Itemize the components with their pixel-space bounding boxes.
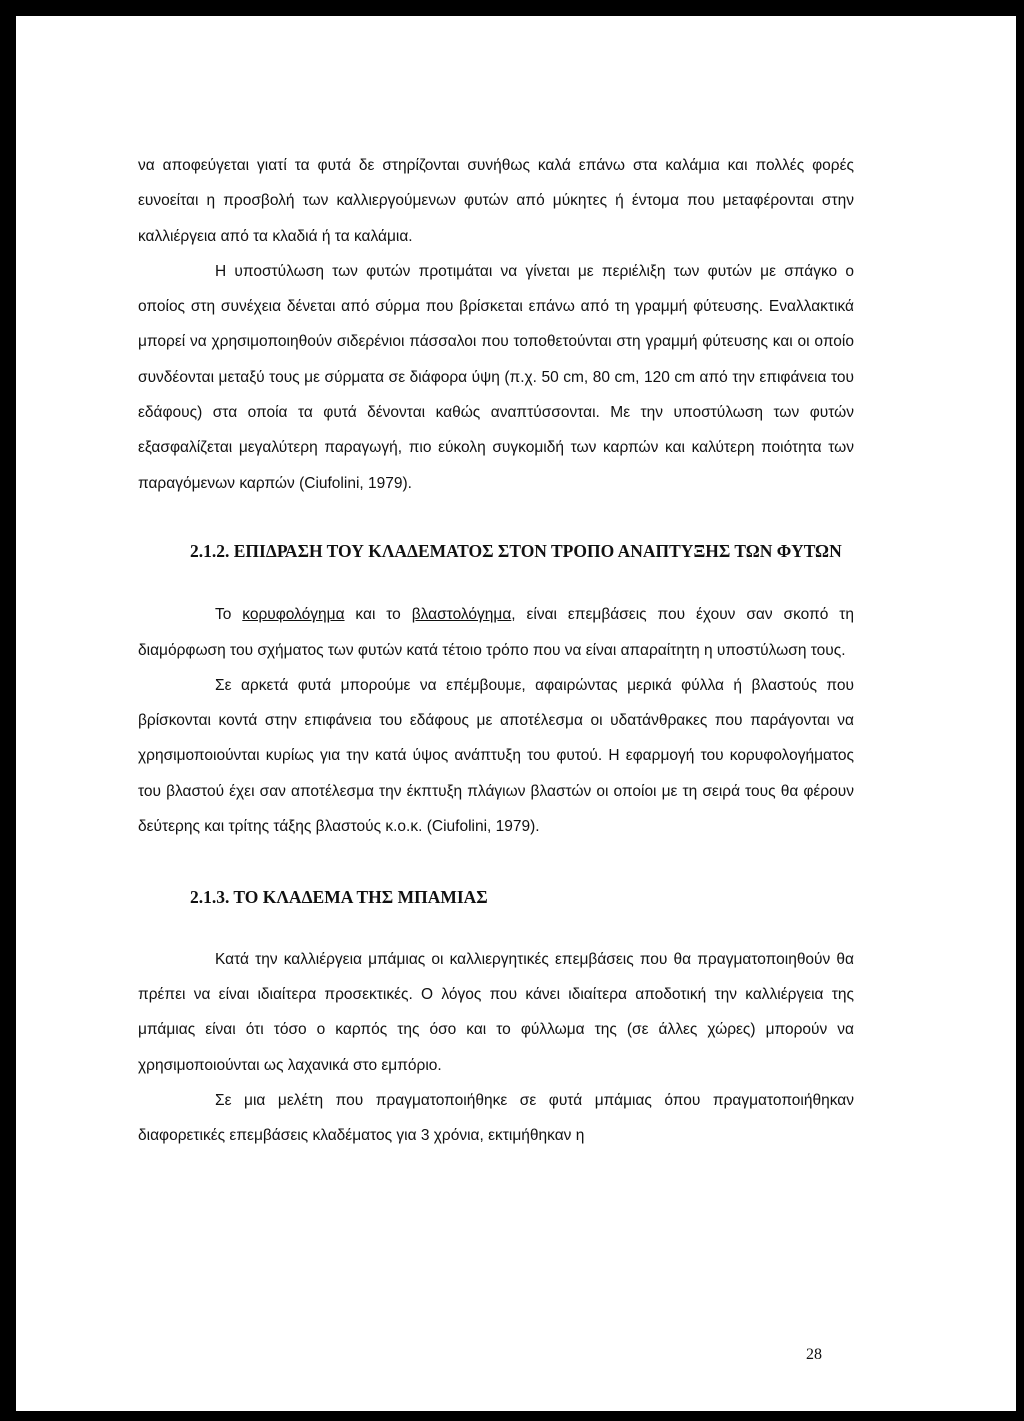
term-topping: κορυφολόγημα: [242, 606, 345, 624]
paragraph-pruning-effects: Σε αρκετά φυτά μπορούμε να επέμβουμε, αφαιρώντας μερικά φύλλα ή βλαστούς που βρίσκονται κοντά στην επιφάνεια του εδάφους με αποτέλεσμα οι υδατάνθρακες που παράγονται να χρησιμοποιούνται κυρίως για την κατά ύψος ανάπτυξη του φυτού. Η εφαρμογή του κορυφολογήματος του βλαστού έχει σαν αποτέλεσμα την έκπτυξη πλάγιων βλαστών οι οποίοι με τη σειρά τους θα φέρουν δεύτερης και τρίτης τάξης βλαστούς κ.ο.κ. (Ciufolini, 1979).: [138, 676, 854, 836]
page-content: [138, 138, 854, 1153]
document-page: [16, 16, 1016, 1411]
paragraph-text: Το: [215, 606, 243, 624]
paragraph-pruning-definition: [138, 597, 854, 668]
paragraph-text: και το: [344, 606, 412, 624]
term-shoot-removal: βλαστολόγημα: [411, 606, 512, 624]
section-heading-2-1-3: 2.1.3. ΤΟ ΚΛΑΔΕΜΑ ΤΗΣ ΜΠΑΜΙΑΣ: [190, 887, 488, 908]
page-number: 28: [806, 1346, 822, 1363]
section-heading-2-1-2: 2.1.2. ΕΠΙΔΡΑΣΗ ΤΟΥ ΚΛΑΔΕΜΑΤΟΣ ΣΤΟΝ ΤΡΟΠΟ ΑΝΑΠΤΥΞΗΣ ΤΩΝ ΦΥΤΩΝ: [190, 540, 842, 561]
paragraph-support-drawbacks: να αποφεύγεται γιατί τα φυτά δε στηρίζονται συνήθως καλά επάνω στα καλάμια και πολλές φορές ευνοείται η προσβολή των καλλιεργούμενων φυτών από μύκητες ή έντομα που μεταφέρονται στην καλλιέργεια από τα κλαδιά ή τα καλάμια.: [138, 157, 854, 245]
paragraph-okra-study: Σε μια μελέτη που πραγματοποιήθηκε σε φυτά μπάμιας όπου πραγματοποιήθηκαν διαφορετικές επεμβάσεις κλαδέματος για 3 χρόνια, εκτιμήθηκαν η: [138, 1091, 854, 1145]
paragraph-support-methods: Η υποστύλωση των φυτών προτιμάται να γίνεται με περιέλιξη των φυτών με σπάγκο ο οποίος στη συνέχεια δένεται από σύρμα που βρίσκεται επάνω από τη γραμμή φύτευσης. Εναλλακτικά μπορεί να χρησιμοποιηθούν σιδερένιοι πάσσαλοι που τοποθετούνται στη γραμμή φύτευσης και οι οποίο συνδέονται μεταξύ τους με σύρματα σε διάφορα ύψη (π.χ. 50 cm, 80 cm, 120 cm από την επιφάνεια του εδάφους) στα οποία τα φυτά δένονται καθώς αναπτύσσονται. Με την υποστύλωση των φυτών εξασφαλίζεται μεγαλύτερη παραγωγή, πιο εύκολη συγκομιδή των καρπών και καλύτερη ποιότητα των παραγόμενων καρπών (Ciufolini, 1979).: [138, 262, 854, 492]
paragraph-text: , είναι επεμβάσεις που έχουν σαν σκοπό τη διαμόρφωση του σχήματος των φυτών κατά τέτοιο τρόπο που να είναι απαραίτητη η υποστύλωση τους.: [138, 606, 854, 659]
paragraph-okra-cultivation: Κατά την καλλιέργεια μπάμιας οι καλλιεργητικές επεμβάσεις που θα πραγματοποιηθούν θα πρέπει να είναι ιδιαίτερα προσεκτικές. Ο λόγος που κάνει ιδιαίτερα αποδοτική την καλλιέργεια της μπάμιας είναι ότι τόσο ο καρπός της όσο και το φύλλωμα της (σε άλλες χώρες) μπορούν να χρησιμοποιούνται ως λαχανικά στο εμπόριο.: [138, 950, 854, 1074]
